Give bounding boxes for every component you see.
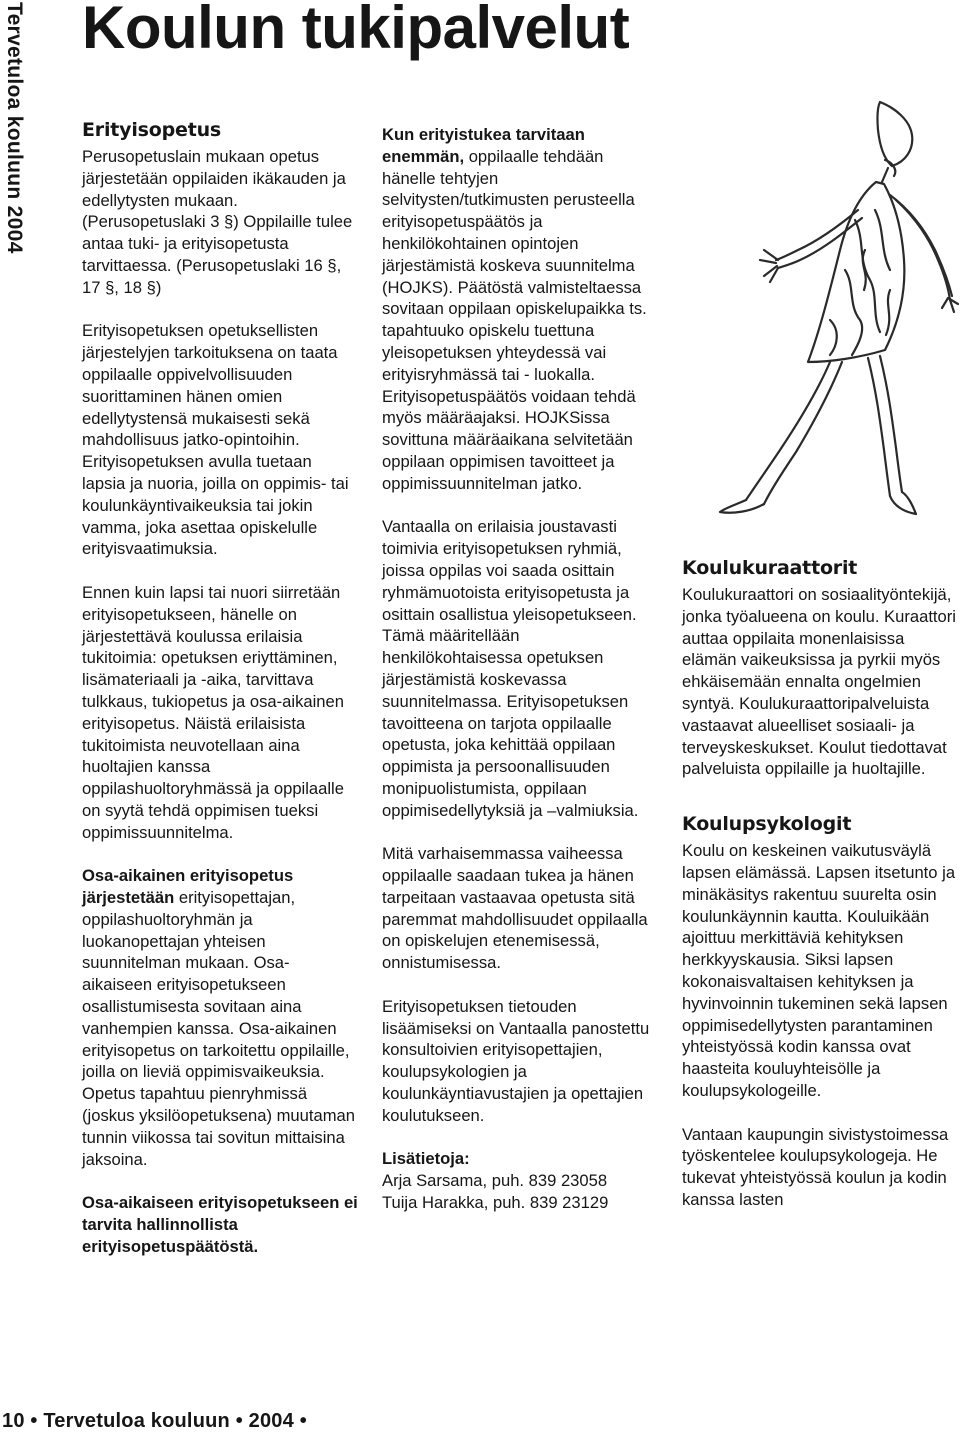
- paragraph: Erityisopetuksen opetuksellisten järjestelyjen tarkoituksena on taata oppilaalle oppivelvollisuuden suorittaminen hänen omien edellytystensä mukaisesti sekä mahdollisuus jatko-opintoihin. Erityisopetuksen avulla tuetaan lapsia ja nuoria, joilla on oppimis- tai koulunkäyntivaikeuksia tai jokin vamma, joka asettaa opiskelulle erityisvaatimuksia.: [82, 321, 349, 559]
- column-erityisopetus: [82, 118, 358, 1258]
- paragraph: Koulu on keskeinen vaikutusväylä lapsen elämässä. Lapsen itsetunto ja minäkäsitys rakentuu suurelta osin koulunkäynnin kautta. Kouluikään ajoittuu merkittäviä kehityksen herkkyyskausia. Siksi lapsen kokonaisvaltaisen kehityksen ja hyvinvoinnin tukeminen sekä lapsen oppimisedellytysten parantaminen yhteistyössä kodin kanssa ovat haasteita kouluyhteisölle ja koulupsykologeille.: [682, 841, 956, 1100]
- paragraph: Vantaalla on erilaisia joustavasti toimivia erityisopetuksen ryhmiä, joissa oppilas voi saada osittain ryhmämuotoista erityisopetusta ja osittain osallistua yleisopetukseen. Tämä määritellään henkilökohtaisessa opetuksen järjestämistä koskevassa suunnitelmassa. Erityisopetuksen tavoitteena on tarjota oppilaalle opetusta, joka kehittää oppilaan oppimista ja persoonallisuuden monipuolistumista, oppilaan oppimisedellytyksiä ja –valmiuksia.: [382, 517, 639, 820]
- paragraph: Kun erityistukea tarvitaan enemmän, oppilaalle tehdään hänelle tehtyjen selvitysten/tutkimusten perusteella erityisopetuspäätös ja henkilökohtainen opintojen järjestämistä koskeva suunnitelma (HOJKS). Päätöstä valmisteltaessa sovitaan oppilaan opiskelupaikka ts. tapahtuuko opiskelu tuettuna yleisopetuksen yhteydessä vai erityisryhmässä tai - luokalla. Erityisopetuspäätös voidaan tehdä myös määräajaksi. HOJKSissa sovittuna määräaikana selvitetään oppilaan oppimisen tavoitteet ja oppimissuunnitelman jatko.: [382, 125, 647, 493]
- contact-line: Arja Sarsama, puh. 839 23058: [382, 1171, 608, 1191]
- heading-koulukuraattorit: Koulukuraattorit: [682, 557, 858, 579]
- contact-line: Tuija Harakka, puh. 839 23129: [382, 1193, 609, 1213]
- paragraph: Osa-aikainen erityisopetus järjestetään erityisopettajan, oppilashuoltoryhmän ja luokanopettajan yhteisen suunnitelman mukaan. Osa-aikaiseen erityisopetukseen osallistumisesta sovitaan aina vanhempien kanssa. Osa-aikainen erityisopetus on tarkoitettu oppilaille, joilla on lieviä oppimisvaikeuksia. Opetus tapahtuu pienryhmissä (joskus yksilöopetuksena) muutaman tunnin viikossa tai sovitun mittaisina jaksoina.: [82, 866, 356, 1169]
- paragraph: Ennen kuin lapsi tai nuori siirretään erityisopetukseen, hänelle on järjestettävä koulussa erilaisia tukitoimia: opetuksen eriyttäminen, lisämateriaali ja -aika, tarvittava tulkkaus, tukiopetus ja osa-aikainen erityisopetus. Näistä erilaisista tukitoimista neuvotellaan aina huoltajien kanssa oppilashuoltoryhmässä ja oppilaalle on syytä tehdä oppimisen tueksi oppimissuunnitelma.: [82, 582, 344, 842]
- heading-erityisopetus: Erityisopetus: [82, 119, 222, 141]
- paragraph: Perusopetuslain mukaan opetus järjestetään oppilaiden ikäkauden ja edellytysten mukaan. (Perusopetuslaki 3 §) Oppilaille tulee antaa tuki- ja erityisopetusta tarvittaessa. (Perusopetuslaki 16 §, 17 §, 18 §): [82, 147, 353, 297]
- heading-koulupsykologit: Koulupsykologit: [682, 813, 852, 836]
- page-title: Koulun tukipalvelut: [82, 0, 630, 61]
- paragraph: Vantaan kaupungin sivistystoimessa työskentelee koulupsykologeja. He tukevat yhteistyössä koulun ja kodin kanssa lasten: [682, 1124, 949, 1209]
- running-header-vertical: Tervetuloa kouluun 2004: [3, 2, 26, 254]
- bold-lead: Osa-aikainen erityisopetus järjestetään: [82, 866, 294, 908]
- paragraph: Erityisopetuksen tietouden lisäämiseksi on Vantaalla panostettu konsultoivien erityisopettajien, koulupsykologien ja koulunkäyntiavustajien ja opettajien koulutukseen.: [382, 996, 650, 1125]
- page-footer: 10 • Tervetuloa kouluun • 2004 •: [2, 1410, 307, 1432]
- paragraph: Mitä varhaisemmassa vaiheessa oppilaalle saadaan tukea ja hänen tarpeitaan vastaavaa opetusta sitä paremmat mahdollisuudet oppilaalla on opiskelujen etenemisessä, onnistumisessa.: [382, 844, 648, 973]
- paragraph: Koulukuraattori on sosiaalityöntekijä, jonka työalueena on koulu. Kuraattori auttaa oppilaita monenlaisissa elämän vaikeuksissa ja pyrkii myös ehkäisemään ennalta ongelmien syntyä. Koulukuraattoripalveluista vastaavat alueelliset sosiaali- ja terveyskeskukset. Koulut tiedottavat palveluista oppilaille ja huoltajille.: [682, 585, 956, 779]
- bold-lead: Kun erityistukea tarvitaan enemmän,: [382, 125, 585, 166]
- info-heading: Lisätietoja:: [382, 1149, 470, 1169]
- column-kuraattorit-psykologit: [682, 556, 958, 1211]
- column-erityistuki: [382, 124, 658, 1214]
- paragraph-bold: Osa-aikaiseen erityisopetukseen ei tarvita hallinnollista erityisopetuspäätöstä.: [82, 1193, 358, 1256]
- child-drawing-illustration: [680, 100, 960, 520]
